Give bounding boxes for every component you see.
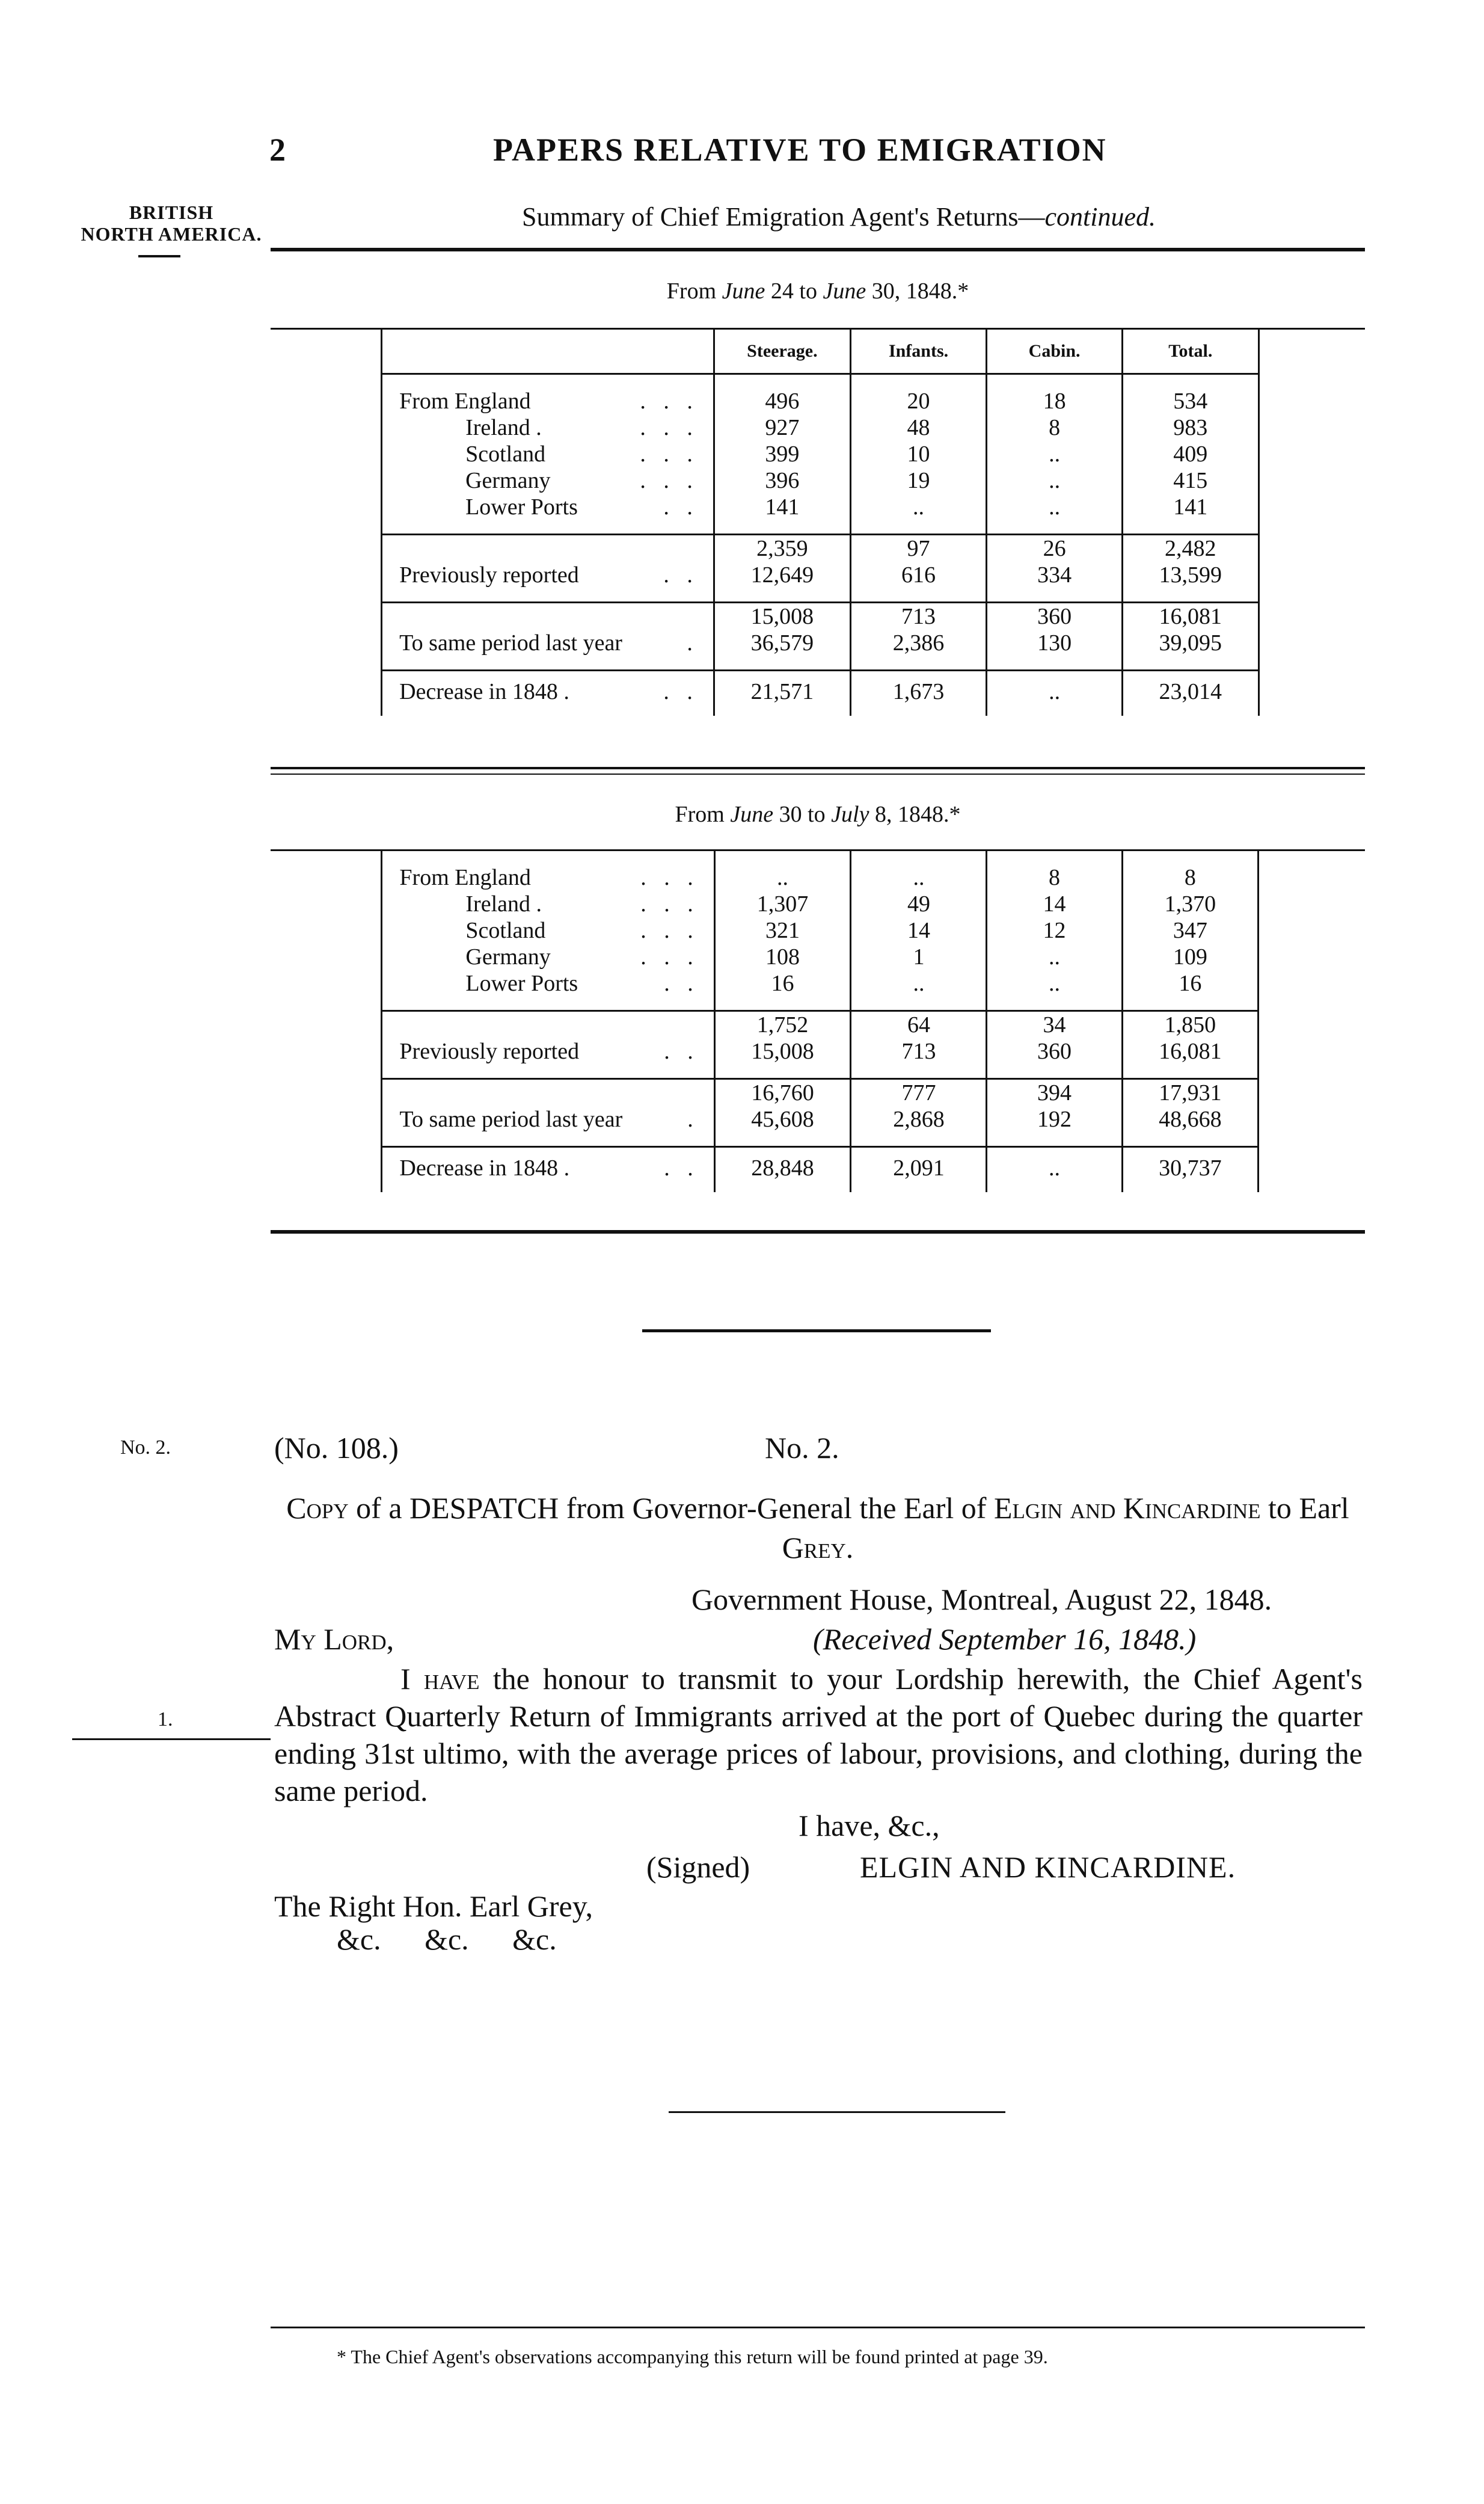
col-infants: Infants. — [850, 330, 986, 374]
table1-caption-month2: June — [823, 278, 866, 304]
table1-caption-pre: From — [666, 278, 722, 304]
margin-heading — [72, 201, 271, 245]
table1-caption-month1: June — [722, 278, 765, 304]
col-total: Total. — [1123, 330, 1259, 374]
despatch-title — [271, 1488, 1365, 1567]
table1-bottom-rule-2 — [271, 774, 1365, 775]
table2-caption-month2: July — [831, 802, 869, 827]
table-row: Lower Ports . . 16 .. .. 16 — [271, 970, 1365, 997]
table1-caption-mid: 24 to — [765, 278, 823, 304]
table-row: From England . . . .. .. 8 8 — [271, 864, 1365, 891]
margin-heading-line-2: NORTH AMERICA. — [81, 223, 262, 245]
total-row: 16,760 777 394 17,931 — [271, 1079, 1365, 1107]
enclosure-marker: 1. — [158, 1708, 173, 1730]
subtotal-row: 1,752 64 34 1,850 — [271, 1011, 1365, 1039]
table2-caption-post: 8, 1848.* — [869, 802, 961, 827]
page-number: 2 — [269, 132, 286, 168]
previously-reported-row: Previously reported . . 15,008 713 360 16,081 — [271, 1038, 1365, 1065]
despatch-title-copy: Copy — [286, 1491, 349, 1525]
decrease-row: Decrease in 1848 . . . 28,848 2,091 .. 30,737 — [271, 1147, 1365, 1193]
margin-number: No. 2. — [120, 1436, 171, 1459]
table1-bottom-rule — [271, 767, 1365, 769]
despatch-body-text: the honour to transmit to your Lordship herewith, the Chief Agent's Abstract Quarterly Return of Immigrants arrived at the port of Quebec during the quarter ending 31st ultimo, with the average prices of labour, provisions, and clothing, during the same period. — [274, 1662, 1363, 1807]
despatch-heading-number: No. 2. — [765, 1431, 839, 1465]
despatch-title-stop: . — [845, 1531, 854, 1564]
table2 — [271, 851, 1365, 1192]
previously-reported-row: Previously reported . . 12,649 616 334 13,599 — [271, 562, 1365, 588]
despatch-body — [274, 1660, 1363, 1809]
table1-caption-post: 30, 1848.* — [866, 278, 969, 304]
despatch-place-date: Government House, Montreal, August 22, 1848. — [691, 1583, 1272, 1616]
table-row: Germany . . . 108 1 .. 109 — [271, 944, 1365, 970]
despatch-body-lead: I have — [400, 1662, 480, 1696]
table2-caption-month1: June — [730, 802, 774, 827]
table-row: Ireland . . . . 1,307 49 14 1,370 — [271, 891, 1365, 917]
despatch-title-text: of a DESPATCH from Governor-General the Earl of — [348, 1491, 994, 1525]
total-row: 15,008 713 360 16,081 — [271, 603, 1365, 630]
table-row: From England . . . 496 20 18 534 — [271, 388, 1365, 414]
table1-caption — [271, 278, 1365, 304]
signed-label: (Signed) — [646, 1850, 750, 1884]
table2-bottom-rule — [271, 1230, 1365, 1234]
section-divider — [642, 1329, 991, 1332]
margin-heading-line-1: BRITISH — [129, 201, 214, 223]
heading-rule — [271, 248, 1365, 251]
table1-header-row — [271, 330, 1365, 374]
last-year-row: To same period last year . 45,608 2,868 192 48,668 — [271, 1106, 1365, 1133]
table2-caption-pre: From — [675, 802, 731, 827]
table-row: Germany . . . 396 19 .. 415 — [271, 467, 1365, 494]
summary-title-text: Summary of Chief Emigration Agent's Returns— — [521, 202, 1045, 232]
table-row: Lower Ports . . 141 .. .. 141 — [271, 494, 1365, 520]
addressee: The Right Hon. Earl Grey, — [274, 1889, 593, 1923]
footnote: * The Chief Agent's observations accompanying this return will be found printed at page 39. — [337, 2346, 1048, 2367]
table-row: Ireland . . . . 927 48 8 983 — [271, 414, 1365, 441]
despatch-title-recipient: Grey — [782, 1531, 846, 1564]
closing-divider — [669, 2111, 1005, 2113]
col-cabin: Cabin. — [987, 330, 1123, 374]
table1 — [271, 330, 1365, 716]
closing: I have, &c., — [799, 1809, 940, 1842]
table2-caption — [271, 801, 1365, 828]
table2-caption-mid: 30 to — [773, 802, 832, 827]
last-year-row: To same period last year . 36,579 2,386 130 39,095 — [271, 630, 1365, 656]
running-head: PAPERS RELATIVE TO EMIGRATION — [493, 132, 1107, 168]
table-row: Scotland . . . 399 10 .. 409 — [271, 441, 1365, 467]
signature-name: ELGIN AND KINCARDINE. — [860, 1850, 1236, 1884]
subtotal-row: 2,359 97 26 2,482 — [271, 535, 1365, 562]
received-date: (Received September 16, 1848.) — [813, 1622, 1197, 1656]
addressee-etc: &c. &c. &c. — [337, 1922, 557, 1956]
despatch-title-sender: Elgin and Kincardine — [993, 1491, 1261, 1525]
col-steerage: Steerage. — [714, 330, 850, 374]
summary-title — [373, 201, 1305, 232]
despatch-title-to: to Earl — [1260, 1491, 1349, 1525]
enclosure-rule — [72, 1738, 271, 1740]
despatch-number: (No. 108.) — [274, 1431, 399, 1465]
footnote-rule — [271, 2327, 1365, 2328]
margin-dash — [138, 255, 180, 257]
salutation: My Lord, — [274, 1622, 394, 1656]
decrease-row: Decrease in 1848 . . . 21,571 1,673 .. 23,014 — [271, 671, 1365, 716]
summary-title-continued: continued. — [1044, 202, 1156, 232]
table-row: Scotland . . . 321 14 12 347 — [271, 917, 1365, 944]
